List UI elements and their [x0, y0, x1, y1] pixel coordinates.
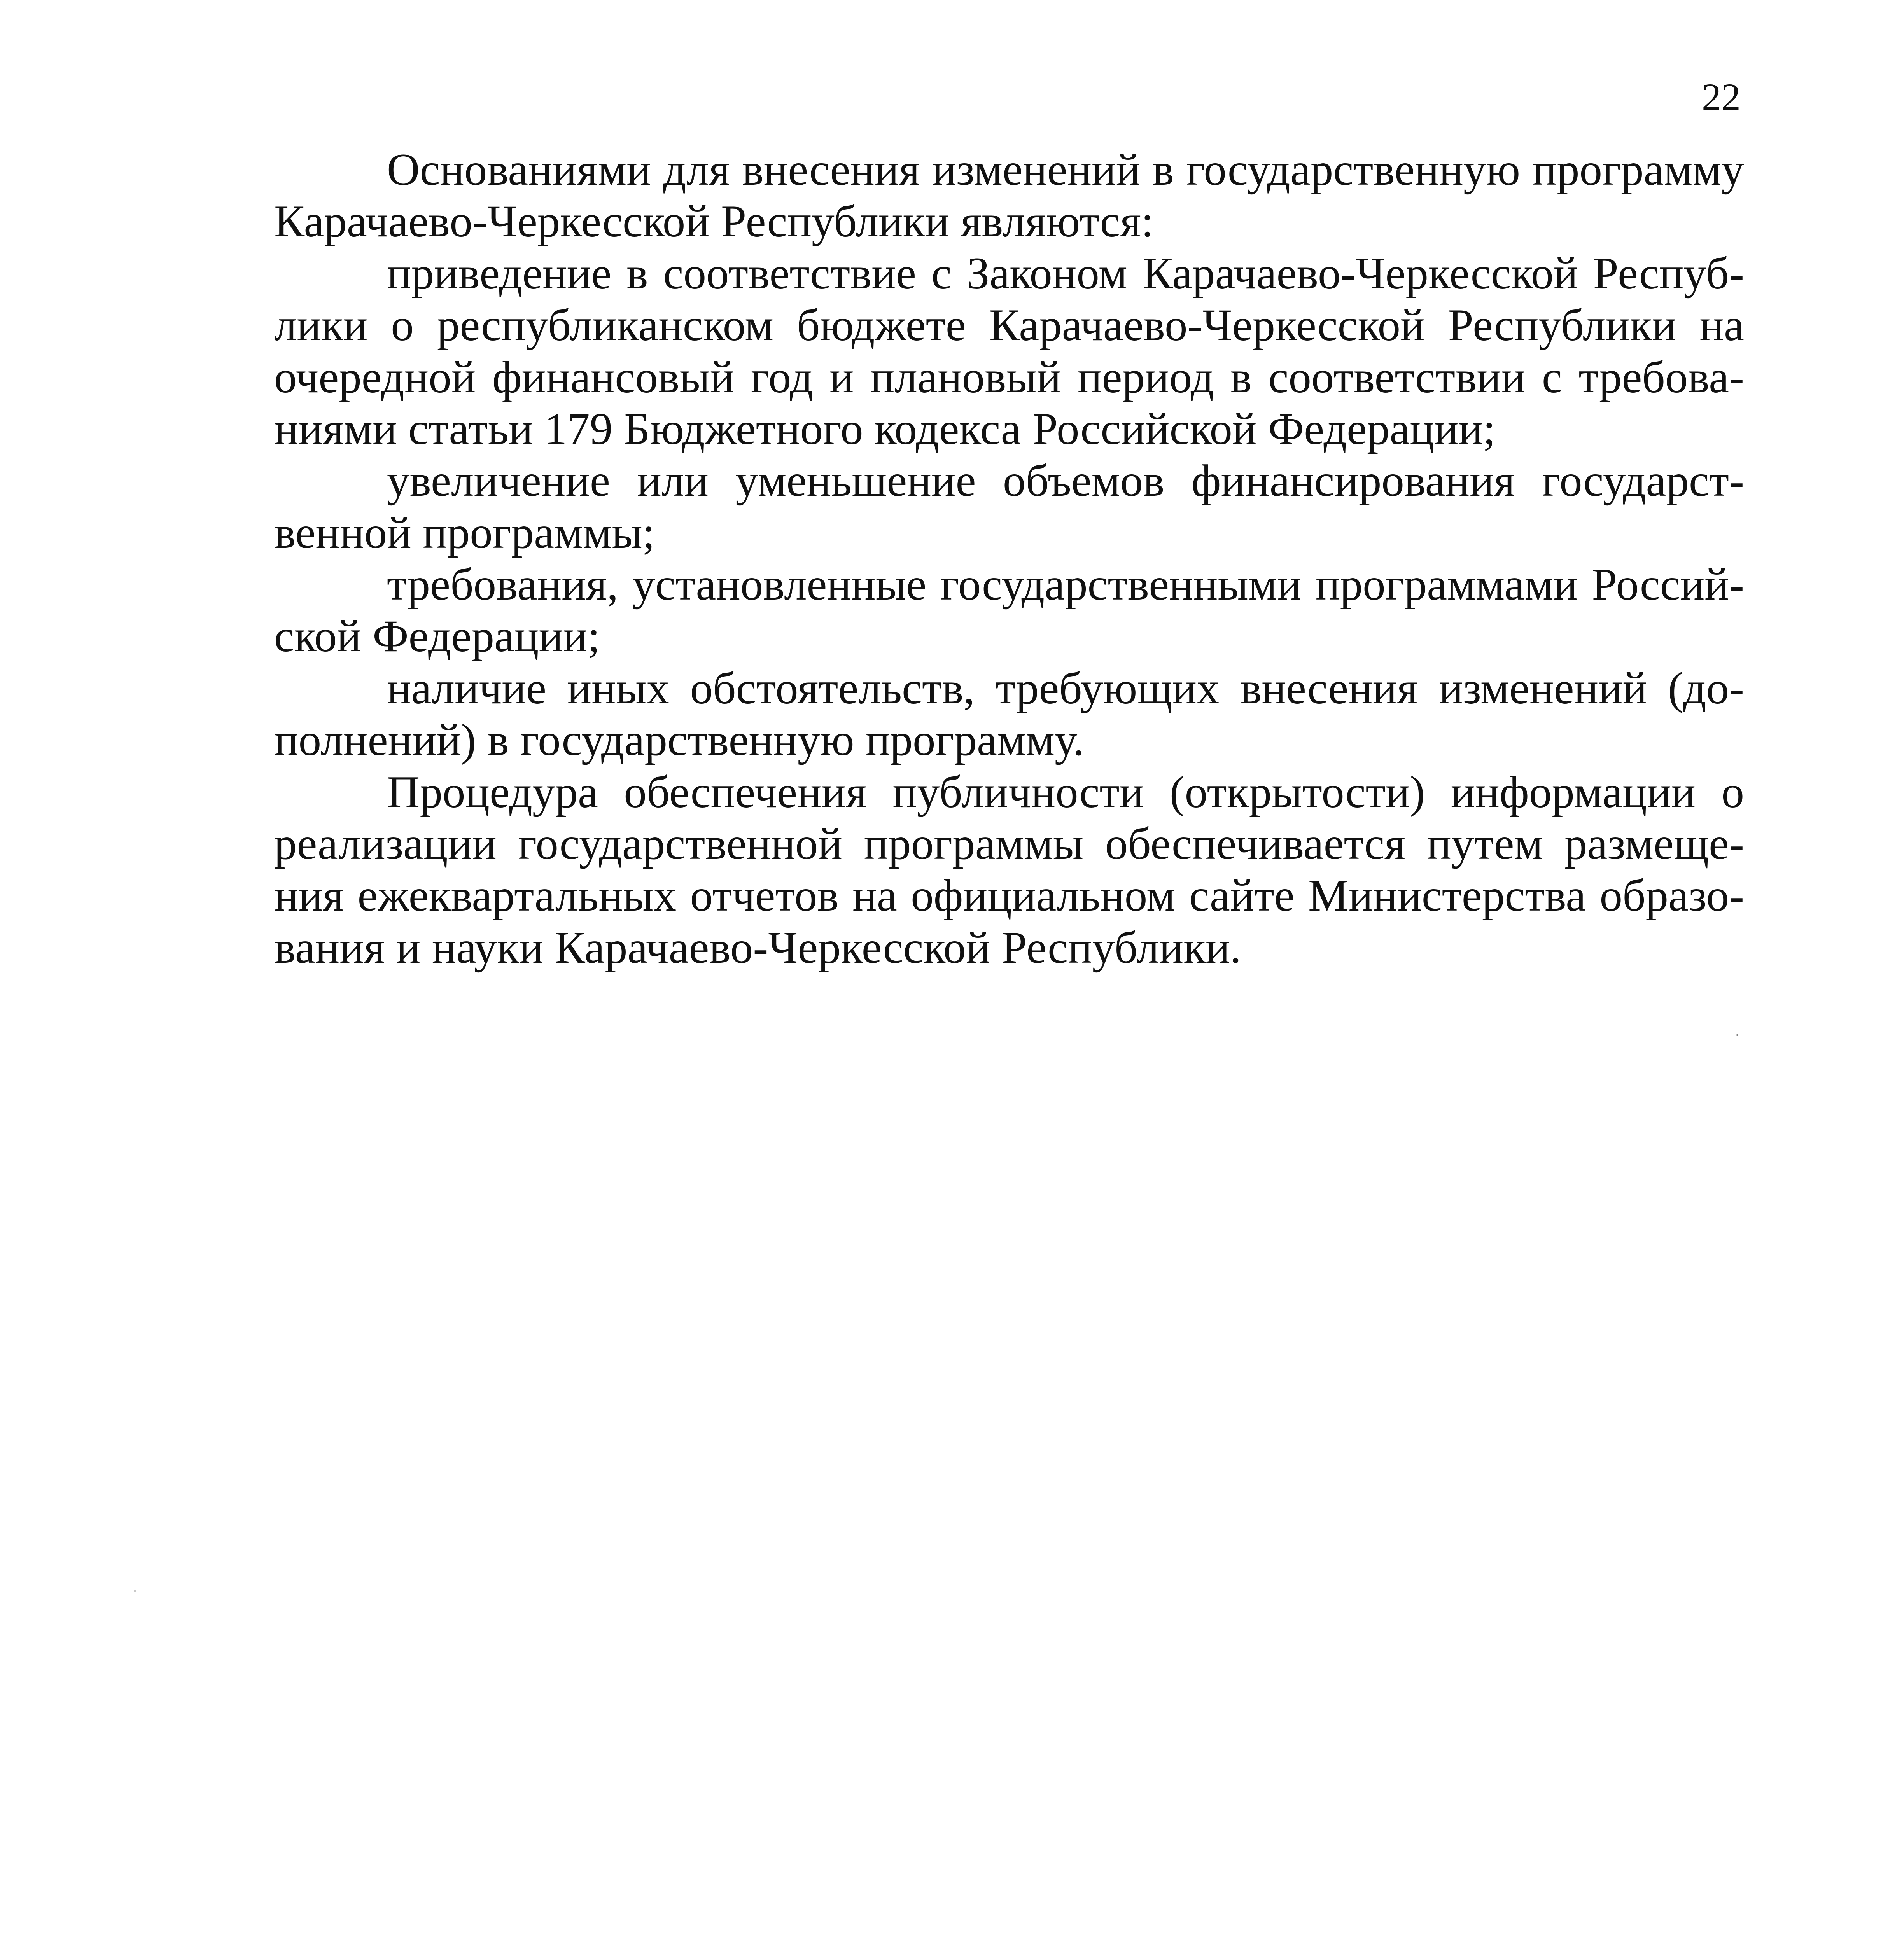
page-number: 22 — [1702, 75, 1741, 119]
document-body — [274, 144, 1744, 974]
paragraph-publicity-procedure: Процедура обеспечения публичности (открытости) информации о реализации государственной программы обеспечивается путем размещения ежеквартальных отчетов на официальном сайте Министерства образования и науки Карачаево-Черкесской Республики. — [274, 767, 1744, 973]
paragraph-federal-requirements: требования, установленные государственными программами Российской Федерации; — [274, 559, 1744, 662]
scan-speck — [134, 1590, 136, 1592]
paragraph-grounds-intro: Основаниями для внесения изменений в государственную программу Карачаево-Черкесской Республики являются: — [274, 145, 1744, 247]
paragraph-funding-change: увеличение или уменьшение объемов финансирования государственной программы; — [274, 456, 1744, 558]
scan-speck — [1736, 1034, 1738, 1036]
paragraph-budget-law: приведение в соответствие с Законом Карачаево-Черкесской Республики о республиканском бюджете Карачаево-Черкесской Республики на очередной финансовый год и плановый период в соответствии с требованиями статьи 179 Бюджетного кодекса Российской Федерации; — [274, 248, 1744, 454]
paragraph-other-circumstances: наличие иных обстоятельств, требующих внесения изменений (дополнений) в государственную программу. — [274, 663, 1744, 766]
